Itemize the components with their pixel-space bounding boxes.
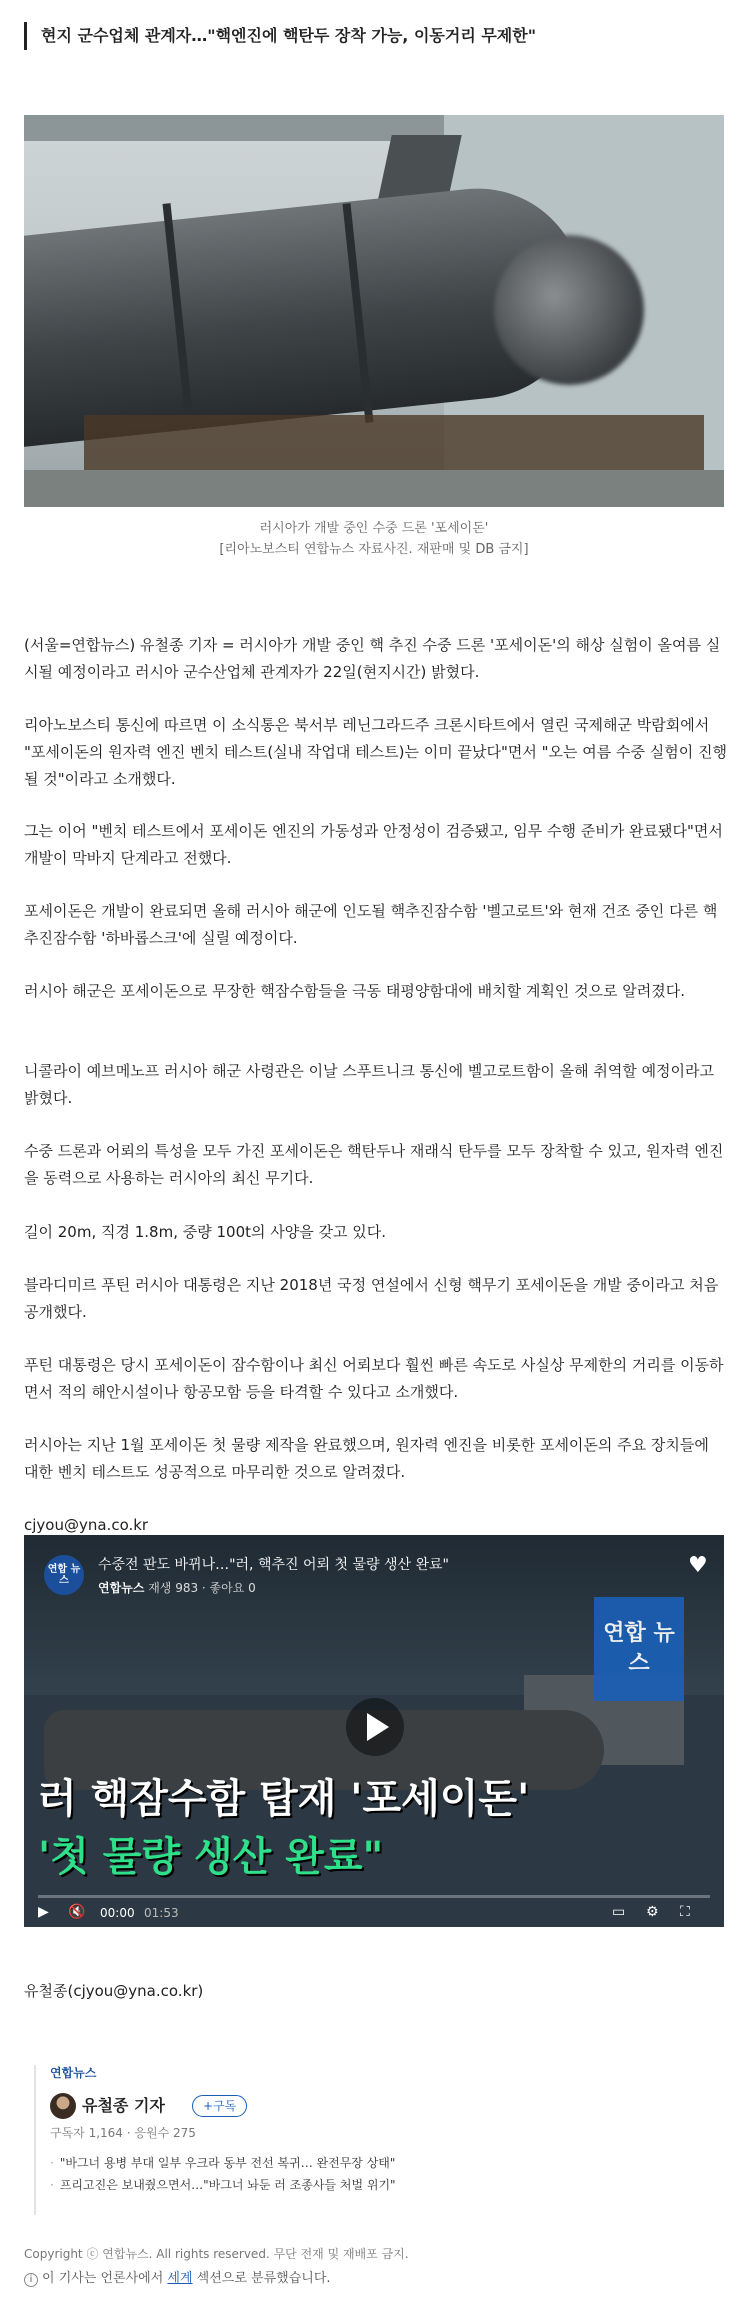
classified-suffix: 섹션으로 분류했습니다.: [192, 2271, 331, 2286]
article-paragraph: 길이 20m, 직경 1.8m, 중량 100t의 사양을 갖고 있다.: [24, 1223, 386, 1241]
play-icon[interactable]: ▶: [38, 1904, 49, 1920]
article-paragraph: 러시아 해군은 포세이돈으로 무장한 핵잠수함들을 극동 태평양함대에 배치할 계획인 것으로 알려졌다.: [24, 982, 686, 1000]
article-paragraph: 리아노보스티 통신에 따르면 이 소식통은 북서부 레닌그라드주 크론시타트에서 열린 국제해군 박람회에서 "포세이돈의 원자력 엔진 벤치 테스트(실내 작업대 테스트)는 이미 끝났다"면서 "오는 여름 수중 실험이 진행될 것"이라고 소개했다.: [24, 716, 727, 788]
related-article-link[interactable]: · 프리고진은 보내줬으면서…"바그너 놔둔 러 조종사들 처벌 위기": [50, 2177, 396, 2193]
subtitles-icon[interactable]: ▭: [612, 1904, 626, 1920]
fullscreen-icon[interactable]: ⛶: [680, 1904, 690, 1920]
time-current: 00:00: [100, 1906, 135, 1920]
article-paragraph: 니콜라이 예브메노프 러시아 해군 사령관은 이날 스푸트니크 통신에 벨고로트함이 올해 취역할 예정이라고 밝혔다.: [24, 1062, 715, 1107]
article-paragraph: 블라디미르 푸틴 러시아 대통령은 지난 2018년 국정 연설에서 신형 핵무기 포세이돈을 개발 중이라고 처음 공개했다.: [24, 1276, 719, 1321]
article-subtitle: 현지 군수업체 관계자…"핵엔진에 핵탄두 장착 가능, 이동거리 무제한": [24, 22, 724, 50]
article-paragraph: 푸틴 대통령은 당시 포세이돈이 잠수함이나 최신 어뢰보다 훨씬 빠른 속도로 사실상 무제한의 거리를 이동하면서 적의 해안시설이나 항공모함 등을 타격할 수 있다고 소개했다.: [24, 1356, 724, 1401]
volume-mute-icon[interactable]: 🔇: [68, 1904, 86, 1920]
play-icon[interactable]: [346, 1698, 404, 1756]
yna-logo[interactable]: 연합뉴스: [50, 2066, 97, 2080]
video-controls: [24, 1895, 724, 1927]
video-title[interactable]: 수중전 판도 바뀌나…"러, 핵추진 어뢰 첫 물량 생산 완료": [98, 1557, 449, 1573]
article-photo[interactable]: [24, 115, 724, 507]
video-progress-bar[interactable]: [38, 1895, 710, 1898]
heart-icon[interactable]: ♥: [688, 1553, 708, 1578]
info-icon: i: [24, 2273, 38, 2287]
time-total: 01:53: [144, 1906, 179, 1920]
author-name[interactable]: 유철종 기자: [82, 2096, 165, 2115]
video-meta: [98, 1579, 256, 1597]
video-stats: 재생 983 · 좋아요 0: [148, 1581, 256, 1595]
channel-name[interactable]: 연합뉴스: [98, 1581, 145, 1595]
video-headline-sub: '첫 물량 생산 완료": [38, 1834, 384, 1880]
classified-prefix: 이 기사는 언론사에서: [42, 2271, 168, 2286]
copyright: Copyright ⓒ 연합뉴스. All rights reserved. 무단 전재 및 재배포 금지.: [24, 2247, 409, 2261]
article-paragraph: 러시아는 지난 1월 포세이돈 첫 물량 제작을 완료했으며, 원자력 엔진을 비롯한 포세이돈의 주요 장치들에 대한 벤치 테스트도 성공적으로 마무리한 것으로 알려졌다.: [24, 1436, 709, 1481]
video-headline: 러 핵잠수함 탑재 '포세이돈': [38, 1776, 530, 1822]
section-classification: [24, 2270, 331, 2288]
video-player[interactable]: [24, 1535, 724, 1927]
byline: 유철종(cjyou@yna.co.kr): [24, 1982, 204, 2000]
photo-caption: [24, 518, 724, 560]
author-stats: 구독자 1,164 · 응원수 275: [50, 2126, 196, 2140]
photo-caption-title: 러시아가 개발 중인 수중 드론 '포세이돈': [259, 521, 489, 536]
subscribe-button[interactable]: +구독: [192, 2095, 247, 2117]
article-paragraph: (서울=연합뉴스) 유철종 기자 = 러시아가 개발 중인 핵 추진 수중 드론 '포세이돈'의 해상 실험이 올여름 실시될 예정이라고 러시아 군수산업체 관계자가 22일(현지시간) 밝혔다.: [24, 636, 721, 681]
photo-floor: [24, 470, 724, 507]
settings-icon[interactable]: ⚙: [646, 1904, 659, 1920]
article-paragraph: 수중 드론과 어뢰의 특성을 모두 가진 포세이돈은 핵탄두나 재래식 탄두를 모두 장착할 수 있고, 원자력 엔진을 동력으로 사용하는 러시아의 최신 무기다.: [24, 1142, 724, 1187]
author-card: [34, 2065, 454, 2215]
photo-caption-credit: [리아노보스티 연합뉴스 자료사진. 재판매 및 DB 금지]: [219, 542, 529, 557]
yna-watermark: 연합 뉴스: [594, 1597, 684, 1701]
avatar[interactable]: [50, 2093, 76, 2119]
article-paragraph: 포세이돈은 개발이 완료되면 올해 러시아 해군에 인도될 핵추진잠수함 '벨고로트'와 현재 건조 중인 다른 핵추진잠수함 '하바롭스크'에 실릴 예정이다.: [24, 902, 718, 947]
article-paragraph: 그는 이어 "벤치 테스트에서 포세이돈 엔진의 가동성과 안정성이 검증됐고, 임무 수행 준비가 완료됐다"면서 개발이 막바지 단계라고 전했다.: [24, 822, 723, 867]
channel-logo[interactable]: 연합 뉴스: [44, 1555, 84, 1595]
photo-drone-nose: [494, 235, 644, 385]
reporter-email: cjyou@yna.co.kr: [24, 1516, 149, 1534]
related-article-link[interactable]: · "바그너 용병 부대 일부 우크라 동부 전선 복귀… 완전무장 상태": [50, 2155, 395, 2171]
section-link[interactable]: 세계: [167, 2271, 193, 2286]
